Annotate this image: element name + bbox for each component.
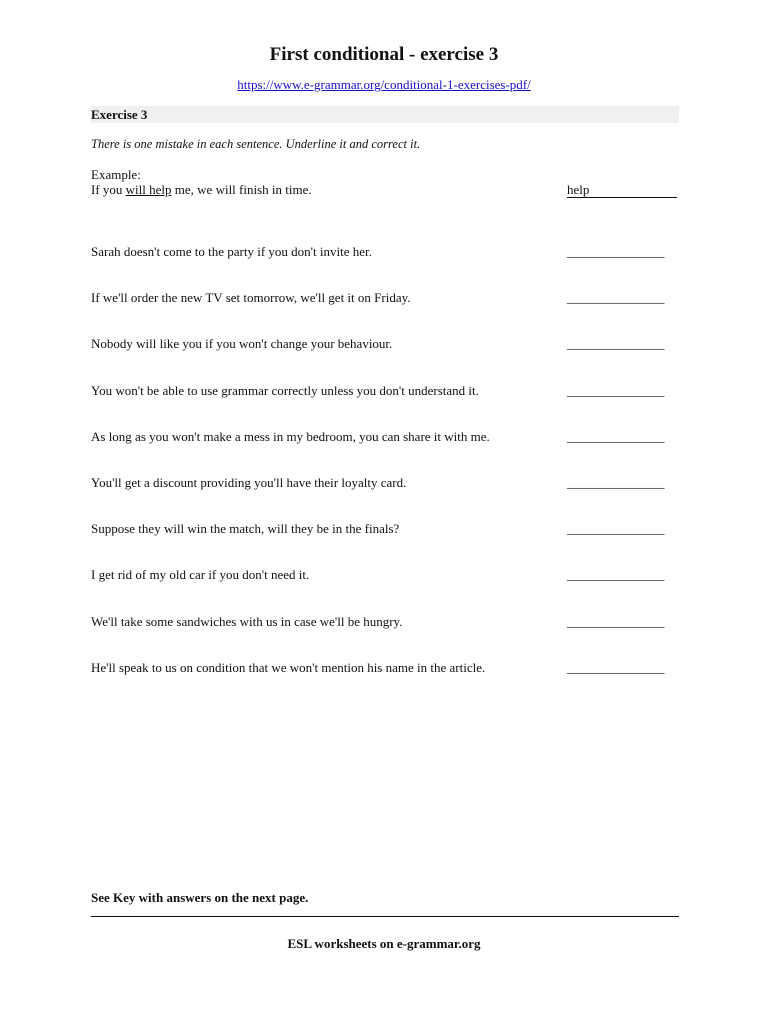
answer-key-note: See Key with answers on the next page. (91, 890, 309, 905)
footer-divider (91, 916, 679, 917)
sentence-row (91, 521, 679, 539)
answer-blank[interactable]: _______________ (567, 521, 665, 536)
sentence-text: You'll get a discount providing you'll have their loyalty card. (91, 475, 407, 490)
example-text-after: me, we will finish in time. (171, 182, 312, 197)
exercise-instruction: There is one mistake in each sentence. Underline it and correct it. (91, 137, 421, 151)
answer-blank[interactable]: _______________ (567, 383, 665, 398)
answer-blank[interactable]: _______________ (567, 244, 665, 259)
sentence-text: I get rid of my old car if you don't need it. (91, 567, 310, 582)
sentence-text: He'll speak to us on condition that we won't mention his name in the article. (91, 660, 486, 675)
answer-blank[interactable]: _______________ (567, 290, 665, 305)
exercise-heading: Exercise 3 (91, 106, 679, 123)
sentence-row (91, 336, 679, 354)
sentence-row (91, 383, 679, 401)
sentence-text: As long as you won't make a mess in my bedroom, you can share it with me. (91, 429, 490, 444)
page-title: First conditional - exercise 3 (269, 44, 499, 65)
sentence-text: We'll take some sandwiches with us in case we'll be hungry. (91, 614, 403, 629)
example-mistake: will help (125, 182, 172, 197)
sentence-text: Suppose they will win the match, will they be in the finals? (91, 521, 400, 536)
sentence-row (91, 244, 679, 262)
sentence-text: Sarah doesn't come to the party if you don't invite her. (91, 244, 372, 259)
answer-blank[interactable]: _______________ (567, 567, 665, 582)
example-label: Example: (91, 167, 141, 182)
answer-blank[interactable]: _______________ (567, 614, 665, 629)
sentence-text: If we'll order the new TV set tomorrow, we'll get it on Friday. (91, 290, 411, 305)
sentence-text: You won't be able to use grammar correctly unless you don't understand it. (91, 383, 479, 398)
example-answer (567, 182, 677, 198)
footer-brand: ESL worksheets on e-grammar.org (287, 936, 481, 951)
sentence-text: Nobody will like you if you won't change your behaviour. (91, 336, 393, 351)
example-sentence (91, 182, 312, 198)
source-link[interactable]: https://www.e-grammar.org/conditional-1-exercises-pdf/ (237, 77, 531, 92)
example-answer-text: help (567, 182, 590, 197)
example-row (91, 182, 679, 200)
example-text-before: If you (91, 182, 126, 197)
answer-blank[interactable]: _______________ (567, 475, 665, 490)
sentence-row (91, 429, 679, 447)
sentence-row (91, 660, 679, 678)
sentence-row (91, 475, 679, 493)
answer-blank[interactable]: _______________ (567, 660, 665, 675)
sentence-row (91, 290, 679, 308)
answer-blank[interactable]: _______________ (567, 429, 665, 444)
sentence-row (91, 614, 679, 632)
answer-blank[interactable]: _______________ (567, 336, 665, 351)
sentence-row (91, 567, 679, 585)
